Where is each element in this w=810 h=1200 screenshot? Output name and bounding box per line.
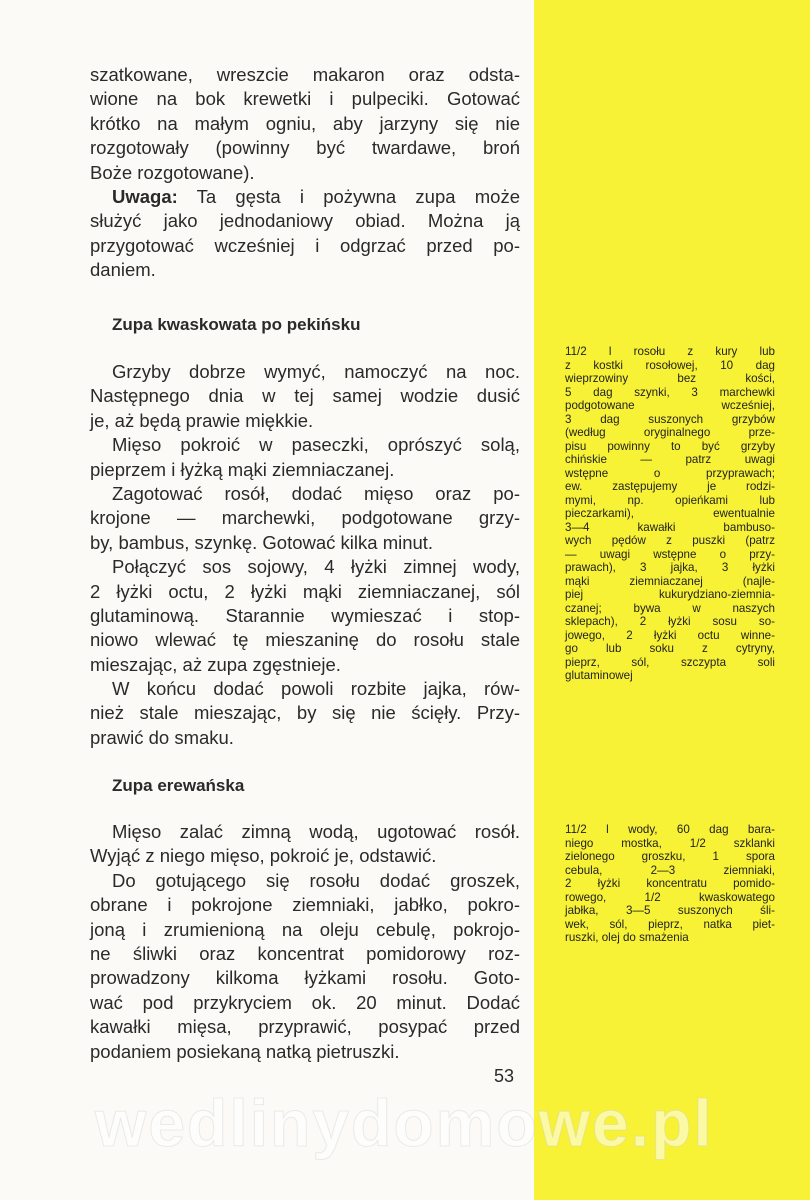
ingredient-line: glutaminowej — [565, 669, 633, 682]
watermark: wedlinydomowe.pl — [95, 1086, 714, 1160]
text-line: nież stale mieszając, by się nie ścięły. Przy- — [90, 702, 520, 724]
ingredient-line: 3—4 kawałki bambuso- — [565, 520, 775, 534]
ingredient-line: ew. zastępujemy je rodzi- — [565, 480, 775, 493]
ingredient-line: 5 dag szynki, 3 marchewki — [565, 385, 775, 399]
text-line: wione na bok krewetki i pulpeciki. Gotować — [90, 88, 520, 110]
ingredient-line: cebula, 2—3 ziemniaki, — [565, 863, 775, 877]
text-line: przygotować wcześniej i odgrzać przed po- — [90, 234, 520, 256]
ingredient-line: chińskie — patrz uwagi — [565, 453, 775, 466]
ingredient-line: rowego, 1/2 kwaskowatego — [565, 890, 775, 904]
text-line: Zagotować rosół, dodać mięso oraz po- — [112, 482, 520, 504]
recipe-title-zupa-erewanska: Zupa erewańska — [112, 776, 245, 795]
ingredient-line: 3 dag suszonych grzybów — [565, 412, 775, 426]
ingredient-line: (według oryginalnego prze- — [565, 426, 775, 439]
text-line: niowo wlewać tę mieszaninę do rosołu stale — [90, 629, 520, 651]
text-line: glutaminową. Starannie wymieszać i stop- — [90, 604, 520, 626]
page-number: 53 — [494, 1066, 515, 1086]
ingredient-line: prawach), 3 jajka, 3 łyżki — [565, 561, 775, 574]
recipe-text-zupa-erewanska — [90, 820, 520, 1064]
text-line: daniem. — [90, 259, 156, 281]
ingredient-line: z kostki rosołowej, 10 dag — [565, 358, 775, 372]
ingredient-line: mąki ziemniaczanej (najle- — [565, 574, 775, 588]
ingredient-line: 2 łyżki koncentratu pomido- — [565, 877, 775, 890]
ingredient-line: zielonego groszku, 1 spora — [565, 850, 775, 863]
text-line: podaniem posiekaną natką pietruszki. — [90, 1040, 400, 1062]
text-line — [90, 185, 520, 209]
text-line: Mięso zalać zimną wodą, ugotować rosół. — [112, 821, 520, 842]
text-line: krótko na małym ogniu, aby jarzyny się nie — [90, 112, 520, 134]
text-line: rozgotowały (powinny być twardawe, broń — [90, 137, 520, 159]
recipe-text-zupa-kwaskowata — [90, 360, 520, 750]
text-line: Połączyć sos sojowy, 4 łyżki zimnej wody, — [112, 556, 520, 578]
text-line: szatkowane, wreszcie makaron oraz odsta- — [90, 64, 520, 85]
ingredient-line: 11/2 l wody, 60 dag bara- — [565, 823, 775, 836]
text-line: 2 łyżki octu, 2 łyżki mąki ziemniaczanej, sól — [90, 580, 520, 602]
ingredient-line: podgotowane wcześniej, — [565, 399, 775, 412]
text-line: Następnego dnia w tej samej wodzie dusić — [90, 385, 520, 407]
ingredient-line: wieprzowiny bez kości, — [565, 372, 775, 385]
ingredient-line: ruszki, olej do smażenia — [565, 931, 689, 944]
ingredient-line: wych pędów z puszki (patrz — [565, 534, 775, 547]
text-line: kawałki mięsa, przyprawić, posypać przed — [90, 1016, 520, 1038]
text-line: Do gotującego się rosołu dodać groszek, — [112, 869, 520, 891]
ingredient-line: sklepach), 2 łyżki sosu so- — [565, 615, 775, 628]
text-line: joną i zrumienioną na oleju cebulę, pokrojo- — [90, 918, 520, 940]
ingredient-line: pisu powinny to być grzyby — [565, 439, 775, 453]
note-label: Uwaga: — [112, 185, 178, 207]
text-line: ne śliwki oraz koncentrat pomidorowy roz- — [90, 942, 520, 964]
text-line: obrane i pokrojone ziemniaki, jabłko, pokro- — [90, 894, 520, 916]
recipe-text-continued — [90, 63, 520, 283]
text-line: prowadzony kilkoma łyżkami rosołu. Goto- — [90, 967, 520, 989]
note-text: Ta gęsta i pożywna zupa może — [177, 185, 520, 207]
text-line: prawić do smaku. — [90, 726, 234, 748]
text-line: je, aż będą prawie miękkie. — [90, 409, 314, 431]
ingredient-line: 11/2 l rosołu z kury lub — [565, 345, 775, 358]
ingredients-zupa-kwaskowata — [565, 345, 775, 683]
text-line: wać pod przykryciem ok. 20 minut. Dodać — [90, 991, 520, 1013]
ingredient-line: pieprz, sól, szczypta soli — [565, 655, 775, 669]
ingredient-line: go lub soku z cytryny, — [565, 642, 775, 655]
ingredients-zupa-erewanska — [565, 823, 775, 945]
ingredient-line: jabłka, 3—5 suszonych śli- — [565, 904, 775, 917]
text-line: mieszając, aż zupa zgęstnieje. — [90, 653, 341, 675]
text-line: służyć jako jednodaniowy obiad. Można ją — [90, 210, 520, 232]
text-line: by, bambus, szynkę. Gotować kilka minut. — [90, 531, 434, 553]
text-line: Grzyby dobrze wymyć, namoczyć na noc. — [112, 361, 520, 382]
text-line: W końcu dodać powoli rozbite jajka, rów- — [112, 678, 520, 700]
text-line: Boże rozgotowane). — [90, 161, 255, 183]
ingredient-line: jowego, 2 łyżki octu winne- — [565, 628, 775, 642]
ingredient-line: mymi, np. opieńkami lub — [565, 493, 775, 507]
text-line: Mięso pokroić w paseczki, oprószyć solą, — [112, 434, 520, 456]
ingredient-line: pieczarkami), ewentualnie — [565, 507, 775, 520]
text-line: pieprzem i łyżką mąki ziemniaczanej. — [90, 458, 395, 480]
text-line: krojone — marchewki, podgotowane grzy- — [90, 507, 520, 529]
ingredient-line: wek, sól, pieprz, natka piet- — [565, 917, 775, 931]
ingredient-line: piej kukurydziano-ziemnia- — [565, 588, 775, 601]
ingredient-line: — uwagi wstępne o przy- — [565, 547, 775, 561]
text-line: Wyjąć z niego mięso, pokroić je, odstawić. — [90, 845, 437, 867]
ingredient-line: wstępne o przyprawach; — [565, 466, 775, 480]
recipe-title-zupa-kwaskowata: Zupa kwaskowata po pekińsku — [112, 315, 361, 334]
ingredient-line: czanej; bywa w naszych — [565, 601, 775, 615]
ingredient-line: niego mostka, 1/2 szklanki — [565, 836, 775, 850]
